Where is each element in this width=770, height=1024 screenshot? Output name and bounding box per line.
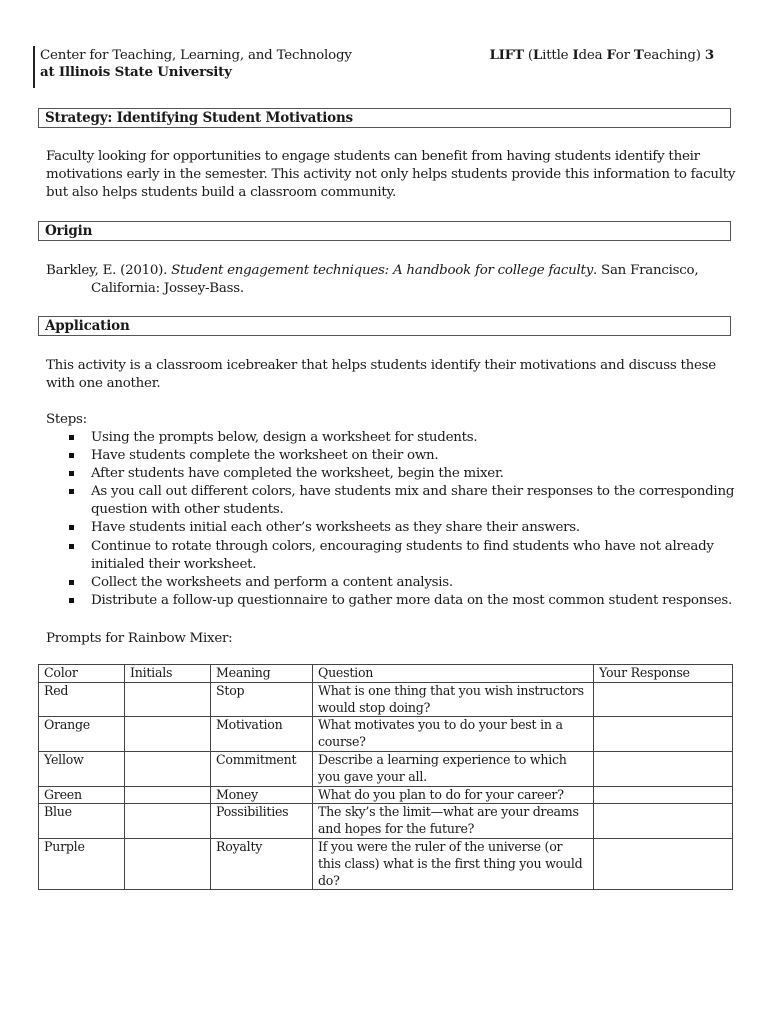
institution-header — [40, 47, 352, 81]
question-cell: What motivates you to do your best in a course? — [313, 717, 594, 752]
steps-list — [46, 429, 736, 610]
meaning-cell: Commitment — [211, 751, 313, 786]
response-cell[interactable] — [594, 804, 733, 839]
center-name: Center for Teaching, Learning, and Technology — [40, 48, 352, 63]
color-cell: Orange — [39, 717, 125, 752]
table-row — [39, 751, 733, 786]
table-row — [39, 838, 733, 889]
table-row — [39, 786, 733, 804]
initials-cell[interactable] — [125, 751, 211, 786]
step-item: Using the prompts below, design a worksheet for students. — [46, 429, 736, 447]
header-color: Color — [39, 665, 125, 683]
table-header-row — [39, 665, 733, 683]
table-row — [39, 804, 733, 839]
initials-cell[interactable] — [125, 786, 211, 804]
lift-acronym: LIFT — [489, 47, 524, 63]
color-cell: Purple — [39, 838, 125, 889]
meaning-cell: Money — [211, 786, 313, 804]
color-cell: Red — [39, 682, 125, 717]
response-cell[interactable] — [594, 786, 733, 804]
question-cell: The sky’s the limit—what are your dreams and hopes for the future? — [313, 804, 594, 839]
book-title: Student engagement techniques: A handbook for college faculty — [171, 263, 594, 278]
color-cell: Blue — [39, 804, 125, 839]
response-cell[interactable] — [594, 682, 733, 717]
response-cell[interactable] — [594, 751, 733, 786]
page-number: 3 — [704, 47, 714, 63]
step-item: Distribute a follow-up questionnaire to gather more data on the most common student responses. — [46, 592, 736, 610]
initials-cell[interactable] — [125, 682, 211, 717]
origin-heading: Origin — [38, 221, 731, 241]
table-row — [39, 682, 733, 717]
strategy-heading: Strategy: Identifying Student Motivations — [38, 108, 731, 128]
application-intro: This activity is a classroom icebreaker that helps students identify their motivations and discuss these with one another. — [46, 358, 716, 392]
header-meaning: Meaning — [211, 665, 313, 683]
meaning-cell: Motivation — [211, 717, 313, 752]
step-item: After students have completed the worksheet, begin the mixer. — [46, 465, 736, 483]
color-cell: Yellow — [39, 751, 125, 786]
step-item: Have students initial each other’s worksheets as they share their answers. — [46, 519, 736, 537]
header-initials: Initials — [125, 665, 211, 683]
question-cell: What is one thing that you wish instructors would stop doing? — [313, 682, 594, 717]
header-response: Your Response — [594, 665, 733, 683]
response-cell[interactable] — [594, 838, 733, 889]
meaning-cell: Possibilities — [211, 804, 313, 839]
step-item: As you call out different colors, have students mix and share their responses to the corresponding question with other students. — [46, 483, 736, 519]
lift-header: LIFT (Little Idea For Teaching) 3 — [489, 47, 714, 63]
origin-citation: Barkley, E. (2010). Student engagement techniques: A handbook for college faculty. San Francisco, California: Jossey-Bass. — [46, 263, 699, 297]
initials-cell[interactable] — [125, 804, 211, 839]
step-item: Collect the worksheets and perform a content analysis. — [46, 574, 736, 592]
step-item: Continue to rotate through colors, encouraging students to find students who have not already initialed their worksheet. — [46, 538, 736, 574]
header-rule — [33, 46, 35, 88]
header-question: Question — [313, 665, 594, 683]
university-name: at Illinois State University — [40, 64, 232, 80]
question-cell: Describe a learning experience to which you gave your all. — [313, 751, 594, 786]
question-cell: What do you plan to do for your career? — [313, 786, 594, 804]
table-row — [39, 717, 733, 752]
response-cell[interactable] — [594, 717, 733, 752]
rainbow-mixer-table — [38, 664, 733, 890]
strategy-body: Faculty looking for opportunities to engage students can benefit from having students identify their motivations early in the semester. This activity not only helps students provide this information to faculty but also helps students build a classroom community. — [46, 149, 736, 201]
color-cell: Green — [39, 786, 125, 804]
application-heading: Application — [38, 316, 731, 336]
initials-cell[interactable] — [125, 838, 211, 889]
steps-label: Steps: — [46, 412, 87, 427]
meaning-cell: Royalty — [211, 838, 313, 889]
prompts-label: Prompts for Rainbow Mixer: — [46, 631, 233, 646]
initials-cell[interactable] — [125, 717, 211, 752]
step-item: Have students complete the worksheet on their own. — [46, 447, 736, 465]
question-cell: If you were the ruler of the universe (or this class) what is the first thing you would do? — [313, 838, 594, 889]
meaning-cell: Stop — [211, 682, 313, 717]
